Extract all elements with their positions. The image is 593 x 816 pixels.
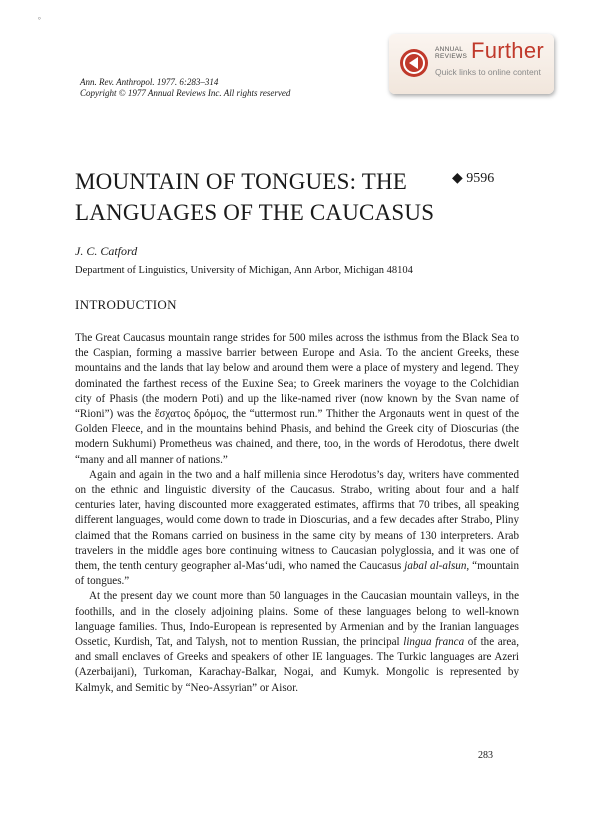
paragraph-2-text-b: “mountain of tongues.”: [75, 560, 519, 588]
further-links-banner[interactable]: [389, 34, 554, 94]
annual-label: ANNUAL: [435, 46, 464, 53]
paragraph-2-italic: jabal al-alsun,: [404, 560, 470, 573]
citation-line-2: Copyright © 1977 Annual Reviews Inc. All rights reserved: [80, 88, 291, 98]
reviews-label: REVIEWS: [435, 53, 468, 60]
title-line-2: LANGUAGES OF THE CAUCASUS: [75, 200, 435, 225]
page-number: 283: [478, 750, 493, 761]
citation: [80, 77, 290, 99]
author-affiliation: Department of Linguistics, University of Michigan, Ann Arbor, Michigan 48104: [75, 265, 413, 276]
catalog-number: ◆ 9596: [452, 171, 495, 186]
further-title: Further: [471, 38, 545, 63]
further-arrow-icon: [399, 48, 429, 78]
paragraph-3: [75, 589, 519, 695]
citation-line-1: Ann. Rev. Anthropol. 1977. 6:283–314: [80, 77, 219, 87]
annual-reviews-label: [435, 46, 467, 60]
further-subtitle: Quick links to online content: [435, 67, 541, 77]
paragraph-1: The Great Caucasus mountain range strides for 500 miles across the isthmus from the Black Sea to the Caspian, forming a massive barrier between Europe and Asia. To the ancient Greeks, these mountains and the lands that lay below and around them were a place of mystery and legend. They dominated the farthest recess of the Euxine Sea; to Greek mariners the voyage to the Colchidian city of Phasis (the modern Poti) and up the like-named river (now known by the Svan name of “Rioni”) was the ἔσχατος δρόμος, the “uttermost run.” Thither the Argonauts went in quest of the Golden Fleece, and in the mountains behind Phasis, and behind the Greek city of Dioscurias (the modern Sukhumi) Prometheus was chained, and there, too, in the words of Herodotus, there dwelt “many and all manner of nations.”: [75, 332, 519, 466]
paragraph-2: [75, 468, 519, 590]
title-line-1: MOUNTAIN OF TONGUES: THE: [75, 169, 407, 194]
paragraph-3-text-a: At the present day we count more than 50 languages in the Caucasian mountain valleys, in the foothills, and in the closely adjoining plains. Some of these languages belong to well-known language families. Thus, Indo-European is represented by Armenian and by the Iranian languages Ossetic, Kurdish, Tat, and Talysh, not to mention Russian, the principal: [75, 590, 519, 649]
section-heading: INTRODUCTION: [75, 297, 177, 312]
paragraph-2-text-a: Again and again in the two and a half millenia since Herodotus’s day, writers have commented on the ethnic and linguistic diversity of the Caucasus. Strabo, writing about four and a half centuries later, having discounted more exaggerated estimates, affirms that 70 tribes, all speaking different languages, would come down to trade in Dioscurias, and a few decades after Strabo, Pliny claimed that the Romans carried on business in the same city by means of 130 interpreters. Arab travelers in the middle ages bore continuing witness to Caucasian polyglossia, and it was one of them, the tenth century geographer al-Masʻudi, who named the Caucasus: [75, 468, 519, 573]
paragraph-3-italic: lingua franca: [403, 636, 465, 649]
corner-mark: °: [38, 16, 41, 24]
paragraph-3-text-b: of the area, and small enclaves of Greeks and speakers of other IE languages. The Turkic languages are Azeri (Azerbaijani), Turkoman, Karachay-Balkar, Nogai, and Kumyk. Mongolic is represented by Kalmyk, and Semitic by “Neo-Assyrian” or Aisor.: [75, 636, 519, 694]
author-name: J. C. Catford: [75, 244, 138, 258]
body-text: [75, 331, 519, 696]
article-title: [75, 166, 495, 228]
